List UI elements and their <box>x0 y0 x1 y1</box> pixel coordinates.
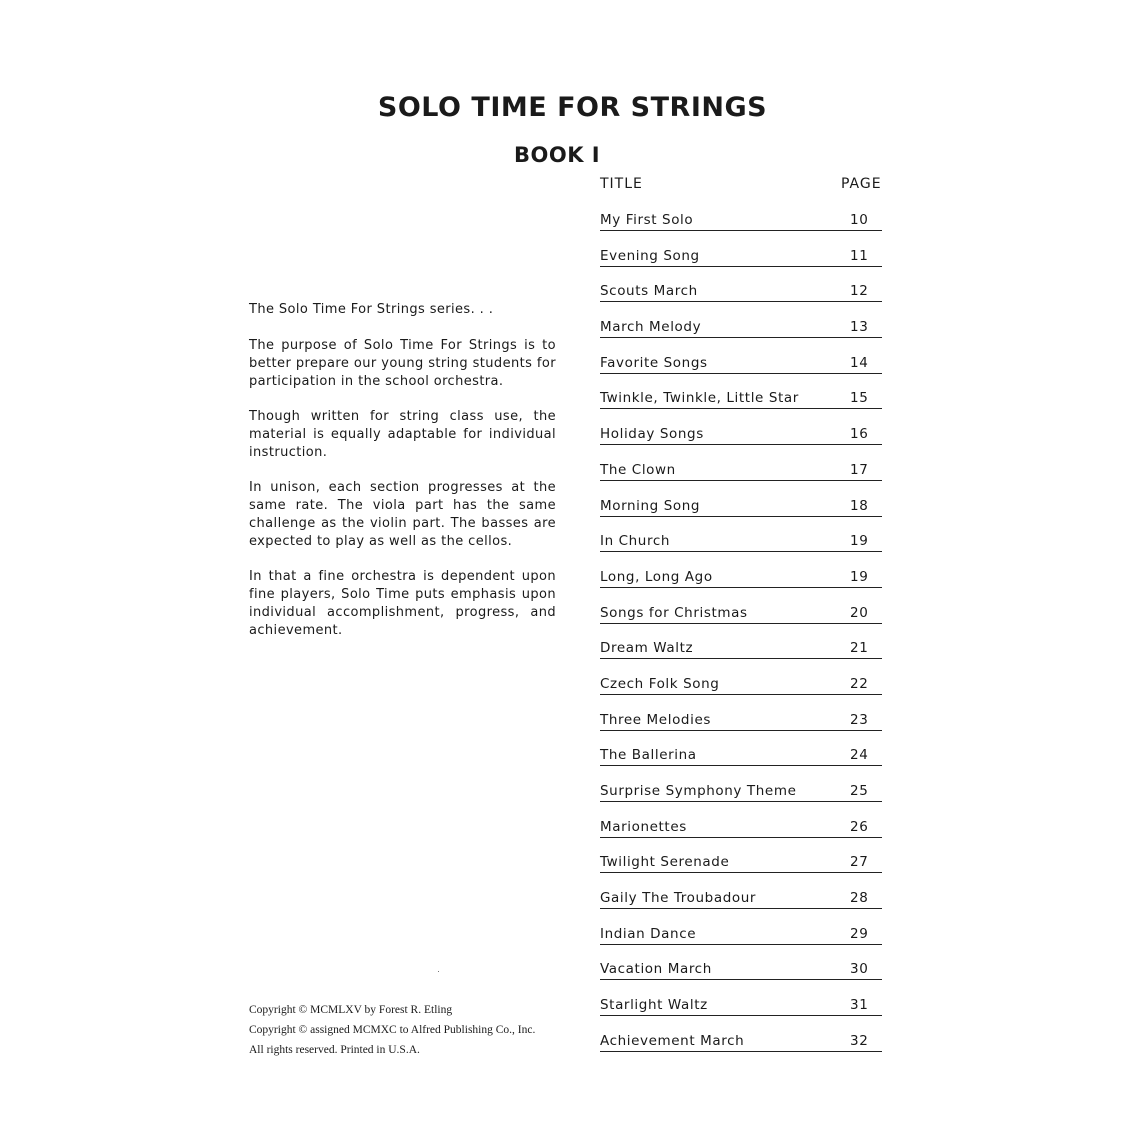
toc-entry-page: 20 <box>850 604 869 621</box>
stray-dot <box>438 971 439 972</box>
intro-paragraph: In that a fine orchestra is dependent upon fine players, Solo Time puts emphasis upon individual accomplishment, progress, and achievement. <box>249 569 556 638</box>
toc-entry-row <box>600 781 882 802</box>
toc-entry <box>598 669 882 705</box>
toc-entry-row <box>600 424 882 445</box>
toc-entry-page: 28 <box>850 890 869 907</box>
toc-entry <box>598 847 882 883</box>
intro-paragraph: Though written for string class use, the material is equally adaptable for individual instruction. <box>249 409 556 460</box>
toc-entry-page: 27 <box>850 854 869 871</box>
toc-entry <box>598 383 882 419</box>
toc-entry-row <box>600 710 882 731</box>
toc-entry-row <box>600 1031 882 1052</box>
toc-entry-page: 30 <box>850 961 869 978</box>
toc-entry-page: 12 <box>850 283 869 300</box>
toc-entry <box>598 740 882 776</box>
toc-entry-row <box>600 817 882 838</box>
toc-entry-title: Evening Song <box>600 247 700 264</box>
toc-entry <box>598 883 882 919</box>
toc-entry-row <box>600 603 882 624</box>
toc-entry <box>598 312 882 348</box>
toc-entry-page: 31 <box>850 997 869 1014</box>
toc-entry <box>598 633 882 669</box>
toc-entry-page: 24 <box>850 747 869 764</box>
toc-entry-title: The Ballerina <box>600 747 697 764</box>
toc-entry-row <box>600 460 882 481</box>
copyright-line: Copyright © MCMLXV by Forest R. Etling <box>249 1004 453 1016</box>
toc-entry-title: Three Melodies <box>600 711 711 728</box>
toc-entry <box>598 205 882 241</box>
toc-entry-title: The Clown <box>600 461 676 478</box>
toc-entry-page: 19 <box>850 568 869 585</box>
table-of-contents <box>598 205 882 1062</box>
toc-entry-title: My First Solo <box>600 212 694 228</box>
toc-entry <box>598 1026 882 1062</box>
toc-entry-row <box>600 496 882 517</box>
toc-entry-row <box>600 353 882 374</box>
intro-lead: The Solo Time For Strings series. . . <box>249 302 494 317</box>
toc-entry-title: Twinkle, Twinkle, Little Star <box>600 390 799 407</box>
toc-entry-title: In Church <box>600 533 670 550</box>
toc-entry <box>598 705 882 741</box>
toc-entry-page: 23 <box>850 711 869 728</box>
toc-entry-title: Marionettes <box>600 818 687 835</box>
toc-entry-title: Czech Folk Song <box>600 675 720 692</box>
toc-entry <box>598 276 882 312</box>
toc-entry-page: 21 <box>850 640 869 657</box>
toc-entry-row <box>600 674 882 695</box>
toc-entry-row <box>600 388 882 409</box>
toc-entry-row <box>600 246 882 267</box>
toc-entry-row <box>600 281 882 302</box>
intro-paragraph: The purpose of Solo Time For Strings is to better prepare our young string students for participation in the school orchestra. <box>249 338 556 389</box>
toc-entry-title: Twilight Serenade <box>600 854 730 871</box>
toc-entry-row <box>600 531 882 552</box>
toc-page-heading: PAGE <box>841 176 882 192</box>
toc-entry <box>598 990 882 1026</box>
toc-entry-page: 15 <box>850 390 869 407</box>
toc-entry-title: Favorite Songs <box>600 354 708 371</box>
copyright-line: All rights reserved. Printed in U.S.A. <box>249 1044 420 1056</box>
copyright-line: Copyright © assigned MCMXC to Alfred Publishing Co., Inc. <box>249 1024 536 1036</box>
toc-entry <box>598 491 882 527</box>
toc-entry-page: 32 <box>850 1032 869 1049</box>
toc-entry <box>598 562 882 598</box>
intro-text <box>249 301 556 657</box>
toc-entry-page: 10 <box>850 212 869 228</box>
toc-entry-row <box>600 959 882 980</box>
toc-entry-row <box>600 567 882 588</box>
copyright-notice <box>249 1000 535 1060</box>
toc-entry <box>598 812 882 848</box>
toc-entry-page: 29 <box>850 925 869 942</box>
toc-entry-title: Starlight Waltz <box>600 997 708 1014</box>
toc-entry-row <box>600 924 882 945</box>
toc-entry-page: 25 <box>850 783 869 799</box>
toc-entry-page: 18 <box>850 497 869 514</box>
toc-entry-row <box>600 638 882 659</box>
toc-entry-title: Songs for Christmas <box>600 604 748 621</box>
toc-entry-title: Achievement March <box>600 1032 745 1049</box>
toc-entry <box>598 919 882 955</box>
toc-entry-page: 17 <box>850 461 869 478</box>
page-title: SOLO TIME FOR STRINGS <box>377 92 768 123</box>
toc-entry-title: Scouts March <box>600 283 698 300</box>
toc-entry-page: 19 <box>850 533 869 550</box>
toc-title-heading: TITLE <box>600 176 643 192</box>
toc-entry-title: Vacation March <box>600 961 712 978</box>
toc-entry <box>598 598 882 634</box>
toc-entry <box>598 526 882 562</box>
toc-entry-title: Holiday Songs <box>600 426 704 443</box>
intro-paragraph: In unison, each section progresses at the same rate. The viola part has the same challenge as the violin part. The basses are expected to play as well as the cellos. <box>249 480 556 549</box>
toc-entry-row <box>600 852 882 873</box>
toc-entry-row <box>600 210 882 231</box>
toc-entry-page: 13 <box>850 319 869 336</box>
book-label: BOOK I <box>514 143 601 167</box>
toc-entry-title: Indian Dance <box>600 925 697 942</box>
toc-entry-page: 16 <box>850 426 869 443</box>
toc-entry <box>598 954 882 990</box>
toc-entry-page: 11 <box>850 247 869 264</box>
toc-entry-title: Dream Waltz <box>600 640 694 657</box>
toc-entry <box>598 776 882 812</box>
toc-entry-row <box>600 745 882 766</box>
toc-entry <box>598 348 882 384</box>
toc-entry-title: Gaily The Troubadour <box>600 890 757 907</box>
toc-entry-title: Morning Song <box>600 497 701 514</box>
toc-entry-row <box>600 317 882 338</box>
toc-entry-row <box>600 995 882 1016</box>
toc-entry-title: Surprise Symphony Theme <box>600 783 797 799</box>
toc-entry <box>598 419 882 455</box>
toc-entry-page: 22 <box>850 675 869 692</box>
toc-entry-page: 14 <box>850 354 869 371</box>
toc-entry <box>598 241 882 277</box>
toc-entry-page: 26 <box>850 818 869 835</box>
toc-entry-title: Long, Long Ago <box>600 568 713 585</box>
toc-entry-title: March Melody <box>600 319 702 336</box>
toc-entry <box>598 455 882 491</box>
toc-entry-row <box>600 888 882 909</box>
